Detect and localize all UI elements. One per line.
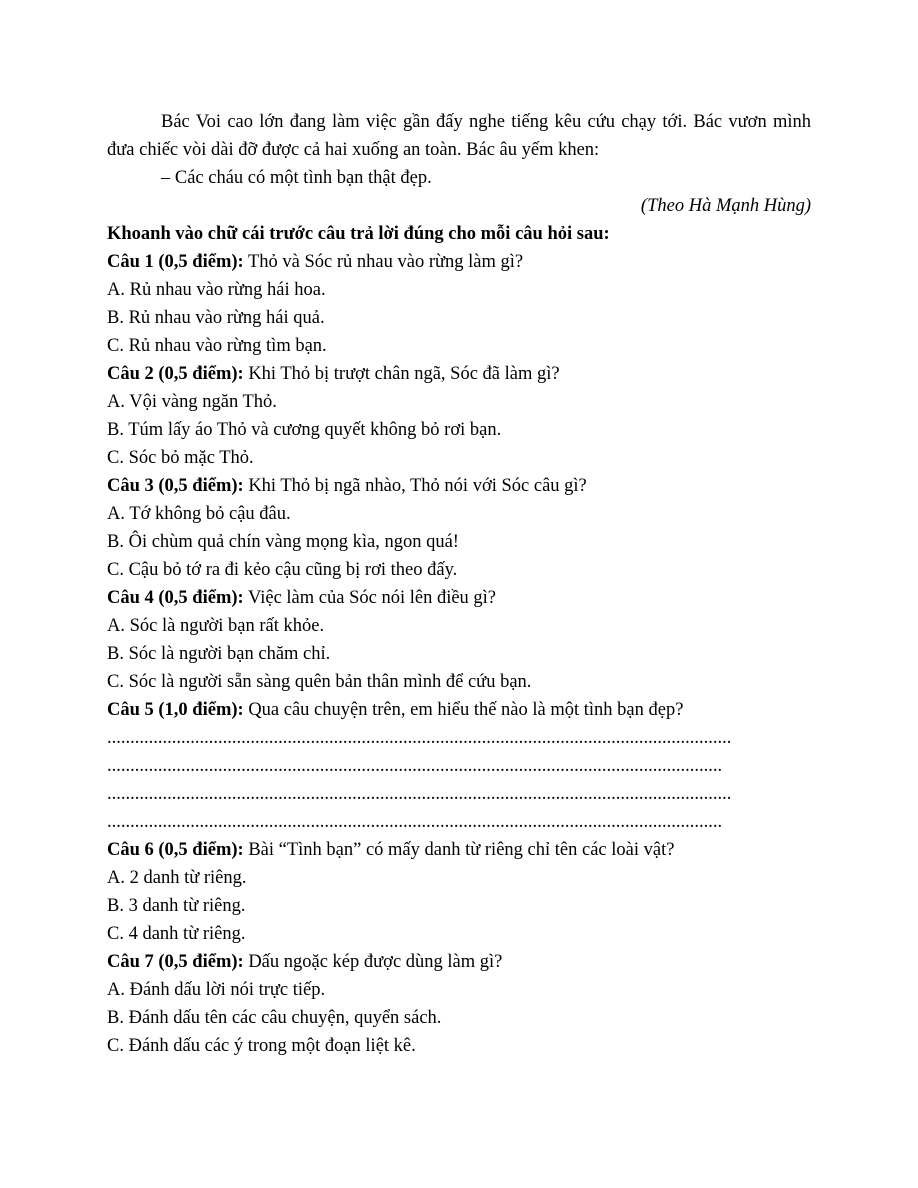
question-4 [107,584,811,612]
question-text: Việc làm của Sóc nói lên điều gì? [243,588,497,608]
question-6 [107,836,811,864]
story-source: (Theo Hà Mạnh Hùng) [640,196,811,216]
question-label: Câu 6 (0,5 điểm): [107,840,244,860]
answer-line-4[interactable]: ..................................................................................................................................... [107,812,723,832]
story-dialogue: – Các cháu có một tình bạn thật đẹp. [161,168,432,188]
document-page [107,108,811,1060]
question-3 [107,472,811,500]
option-1b: B. Rủ nhau vào rừng hái quả. [107,308,325,328]
option-4a: A. Sóc là người bạn rất khỏe. [107,616,325,636]
question-label: Câu 3 (0,5 điểm): [107,476,244,496]
option-4b: B. Sóc là người bạn chăm chỉ. [107,644,331,664]
question-label: Câu 4 (0,5 điểm): [107,588,244,608]
option-4c: C. Sóc là người sẵn sàng quên bản thân mình để cứu bạn. [107,672,532,692]
question-text: Bài “Tình bạn” có mấy danh từ riêng chỉ tên các loài vật? [243,840,675,860]
question-1 [107,248,811,276]
question-text: Qua câu chuyện trên, em hiểu thế nào là một tình bạn đẹp? [243,700,684,720]
option-1a: A. Rủ nhau vào rừng hái hoa. [107,280,326,300]
story-paragraph: Bác Voi cao lớn đang làm việc gần đấy nghe tiếng kêu cứu chạy tới. Bác vươn mình đưa chiếc vòi dài đỡ được cả hai xuống an toàn. Bác âu yếm khen: [107,112,811,160]
option-6b: B. 3 danh từ riêng. [107,896,246,916]
question-text: Khi Thỏ bị trượt chân ngã, Sóc đã làm gì? [243,364,560,384]
option-2c: C. Sóc bỏ mặc Thỏ. [107,448,254,468]
question-label: Câu 5 (1,0 điểm): [107,700,244,720]
option-3a: A. Tớ không bỏ cậu đâu. [107,504,291,524]
answer-line-2[interactable]: ..................................................................................................................................... [107,756,723,776]
question-text: Dấu ngoặc kép được dùng làm gì? [243,952,503,972]
answer-line-3[interactable]: ....................................................................................................................................... [107,784,732,804]
question-label: Câu 7 (0,5 điểm): [107,952,244,972]
option-6c: C. 4 danh từ riêng. [107,924,246,944]
question-text: Khi Thỏ bị ngã nhào, Thỏ nói với Sóc câu gì? [243,476,587,496]
option-1c: C. Rủ nhau vào rừng tìm bạn. [107,336,327,356]
answer-line-1[interactable]: ....................................................................................................................................... [107,728,732,748]
option-2b: B. Túm lấy áo Thỏ và cương quyết không bỏ rơi bạn. [107,420,502,440]
question-5 [107,696,811,724]
question-label: Câu 1 (0,5 điểm): [107,252,244,272]
instruction-heading: Khoanh vào chữ cái trước câu trả lời đúng cho mỗi câu hỏi sau: [107,224,610,244]
option-2a: A. Vội vàng ngăn Thỏ. [107,392,277,412]
question-text: Thỏ và Sóc rủ nhau vào rừng làm gì? [243,252,524,272]
option-7a: A. Đánh dấu lời nói trực tiếp. [107,980,326,1000]
question-label: Câu 2 (0,5 điểm): [107,364,244,384]
question-7 [107,948,811,976]
option-6a: A. 2 danh từ riêng. [107,868,247,888]
option-7b: B. Đánh dấu tên các câu chuyện, quyển sách. [107,1008,442,1028]
option-7c: C. Đánh dấu các ý trong một đoạn liệt kê. [107,1036,416,1056]
option-3c: C. Cậu bỏ tớ ra đi kẻo cậu cũng bị rơi theo đấy. [107,560,458,580]
option-3b: B. Ôi chùm quả chín vàng mọng kìa, ngon quá! [107,532,459,552]
question-2 [107,360,811,388]
